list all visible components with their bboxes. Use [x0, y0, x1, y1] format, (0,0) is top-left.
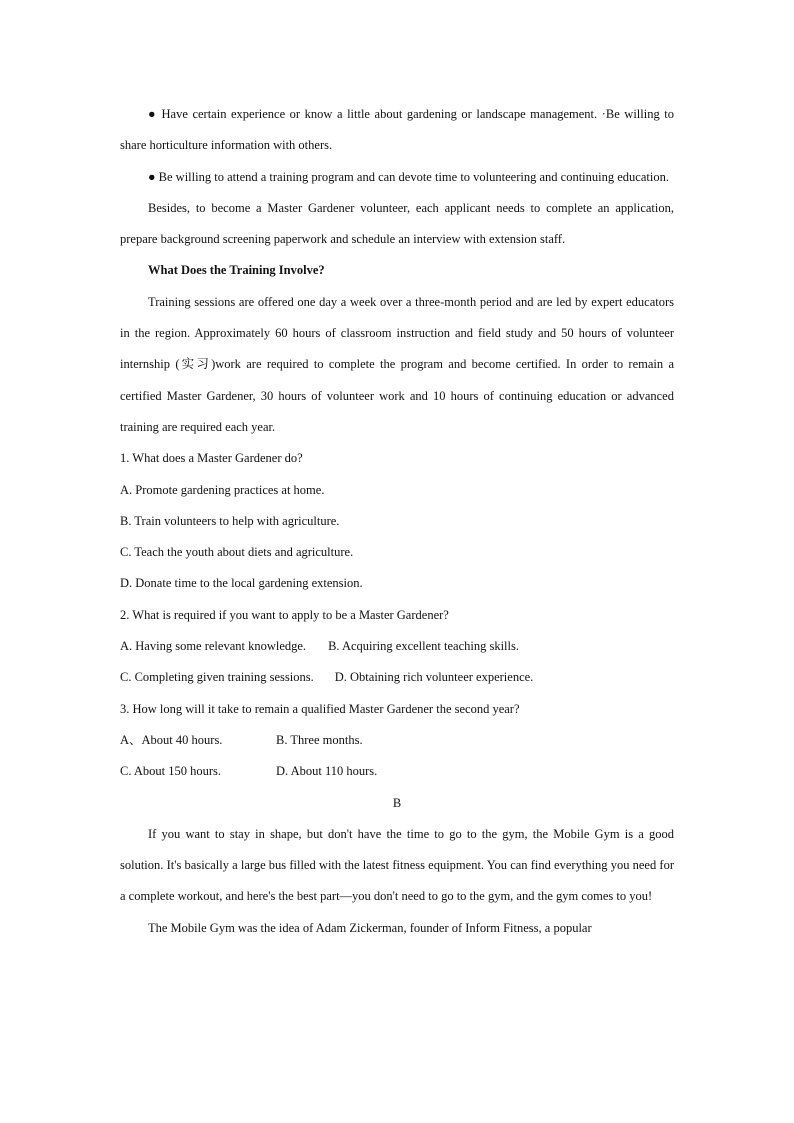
question-stem: 1. What does a Master Gardener do? [120, 451, 303, 466]
option-c: C. About 150 hours. [120, 764, 222, 779]
mobile-gym-paragraph: If you want to stay in shape, but don't have the time to go to the gym, the Mobile Gym is a good solution. It's basically a large bus filled with the latest fitness equipment. You can find everything you need for a complete workout, and here's the best part—you don't need to go to the gym, and the gym comes to you! [120, 826, 674, 904]
option-row [120, 662, 674, 693]
option-d: D. Obtaining rich volunteer experience. [334, 670, 534, 685]
option-b: B. Train volunteers to help with agriculture. [120, 513, 340, 528]
question-stem: 2. What is required if you want to apply to be a Master Gardener? [120, 607, 449, 622]
question-3 [120, 694, 674, 788]
option-d: D. Donate time to the local gardening extension. [120, 576, 363, 591]
question-stem: 3. How long will it take to remain a qualified Master Gardener the second year? [120, 701, 520, 716]
option-c: C. Teach the youth about diets and agriculture. [120, 545, 354, 560]
option-row [120, 725, 674, 756]
training-paragraph: Training sessions are offered one day a week over a three-month period and are led by expert educators in the region. Approximately 60 hours of classroom instruction and field study and 50 hours of volunteer internship (实习)work are required to complete the program and become certified. In order to remain a certified Master Gardener, 30 hours of volunteer work and 10 hours of continuing education or advanced training are required each year. [120, 294, 674, 434]
mobile-gym-founder-paragraph: The Mobile Gym was the idea of Adam Zickerman, founder of Inform Fitness, a popular [148, 920, 592, 935]
bullet-experience: ● Have certain experience or know a little about gardening or landscape management. ·Be willing to share horticulture information with others. [120, 107, 674, 153]
option-row [120, 756, 674, 787]
option-a: A. Promote gardening practices at home. [120, 482, 325, 497]
bullet-training: ● Be willing to attend a training program and can devote time to volunteering and continuing education. [148, 169, 669, 184]
besides-paragraph: Besides, to become a Master Gardener volunteer, each applicant needs to complete an application, prepare background screening paperwork and schedule an interview with extension staff. [120, 200, 674, 247]
option-b: B. Acquiring excellent teaching skills. [328, 639, 519, 654]
passage-label: B [392, 795, 402, 810]
section-heading: What Does the Training Involve? [148, 263, 325, 278]
question-1 [120, 443, 674, 599]
option-c: C. Completing given training sessions. [120, 670, 314, 685]
option-a: A、About 40 hours. [120, 732, 223, 747]
option-b: B. Three months. [276, 732, 363, 747]
option-d: D. About 110 hours. [276, 764, 378, 779]
option-row [120, 631, 674, 662]
option-a: A. Having some relevant knowledge. [120, 639, 307, 654]
question-2 [120, 600, 674, 694]
